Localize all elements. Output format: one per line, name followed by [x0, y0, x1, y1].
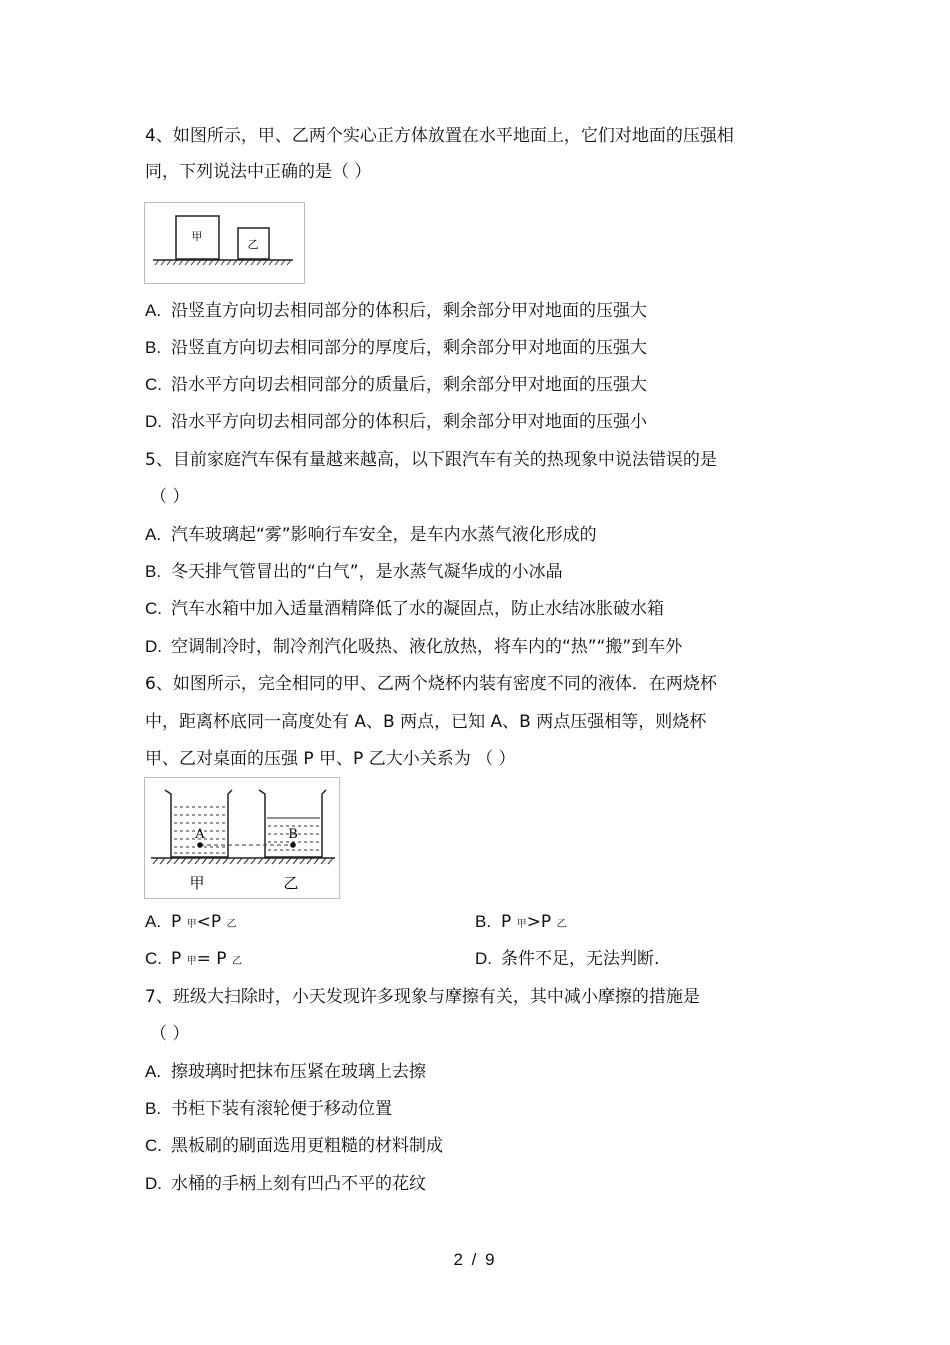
q6-option-a: A. P 甲<P 乙 — [145, 912, 237, 932]
q6-option-c: C. P 甲= P 乙 — [145, 949, 242, 969]
q6-option-b: B. P 甲>P 乙 — [475, 912, 567, 932]
q5-stem-line2: （ ） — [150, 487, 190, 507]
q5-option-b: B. 冬天排气管冒出的“白气”，是水蒸气凝华成的小冰晶 — [145, 562, 563, 582]
q6-option-d: D. 条件不足，无法判断. — [475, 949, 660, 969]
q4-option-a: A. 沿竖直方向切去相同部分的体积后，剩余部分甲对地面的压强大 — [145, 301, 647, 321]
q4-option-b: B. 沿竖直方向切去相同部分的厚度后，剩余部分甲对地面的压强大 — [145, 338, 647, 358]
q5-stem-line1: 5、目前家庭汽车保有量越来越高，以下跟汽车有关的热现象中说法错误的是 — [145, 450, 717, 470]
point-a — [197, 842, 203, 848]
beaker-yi-label: 乙 — [283, 874, 299, 892]
cube-yi-label: 乙 — [247, 238, 259, 251]
page-number: 2 / 9 — [453, 1250, 497, 1269]
q5-option-a: A. 汽车玻璃起“雾”影响行车安全，是车内水蒸气液化形成的 — [145, 525, 597, 545]
q7-option-b: B. 书柜下装有滚轮便于移动位置 — [145, 1099, 392, 1119]
q7-option-a: A. 擦玻璃时把抹布压紧在玻璃上去擦 — [145, 1062, 426, 1082]
q4-stem-line1: 4、如图所示，甲、乙两个实心正方体放置在水平地面上，它们对地面的压强相 — [145, 126, 734, 146]
q4-option-d: D. 沿水平方向切去相同部分的体积后，剩余部分甲对地面的压强小 — [145, 412, 647, 432]
q5-option-c: C. 汽车水箱中加入适量酒精降低了水的凝固点，防止水结冰胀破水箱 — [145, 599, 664, 619]
q7-option-c: C. 黑板刷的刷面选用更粗糙的材料制成 — [145, 1136, 443, 1156]
point-b-label: B — [288, 827, 298, 842]
q7-stem-line1: 7、班级大扫除时，小天发现许多现象与摩擦有关，其中减小摩擦的措施是 — [145, 987, 700, 1007]
point-a-label: A — [195, 827, 205, 842]
q6-figure-beakers — [144, 777, 340, 899]
q7-option-d: D. 水桶的手柄上刻有凹凸不平的花纹 — [145, 1174, 426, 1194]
q4-option-c: C. 沿水平方向切去相同部分的质量后，剩余部分甲对地面的压强大 — [145, 375, 647, 395]
q4-stem-line2: 同，下列说法中正确的是（ ） — [145, 162, 372, 182]
q4-figure-cubes — [144, 202, 305, 284]
q5-option-d: D. 空调制冷时，制冷剂汽化吸热、液化放热，将车内的“热”“搬”到车外 — [145, 637, 683, 657]
q7-stem-line2: （ ） — [150, 1024, 190, 1044]
beaker-jia-label: 甲 — [189, 874, 205, 892]
q6-stem-line3: 甲、乙对桌面的压强 P 甲、P 乙大小关系为 （ ） — [145, 749, 516, 769]
q6-stem-line2: 中，距离杯底同一高度处有 A、B 两点，已知 A、B 两点压强相等，则烧杯 — [145, 712, 707, 732]
q6-stem-line1: 6、如图所示，完全相同的甲、乙两个烧杯内装有密度不同的液体．在两烧杯 — [145, 674, 717, 694]
cube-jia-label: 甲 — [191, 230, 203, 243]
point-b — [290, 842, 296, 848]
